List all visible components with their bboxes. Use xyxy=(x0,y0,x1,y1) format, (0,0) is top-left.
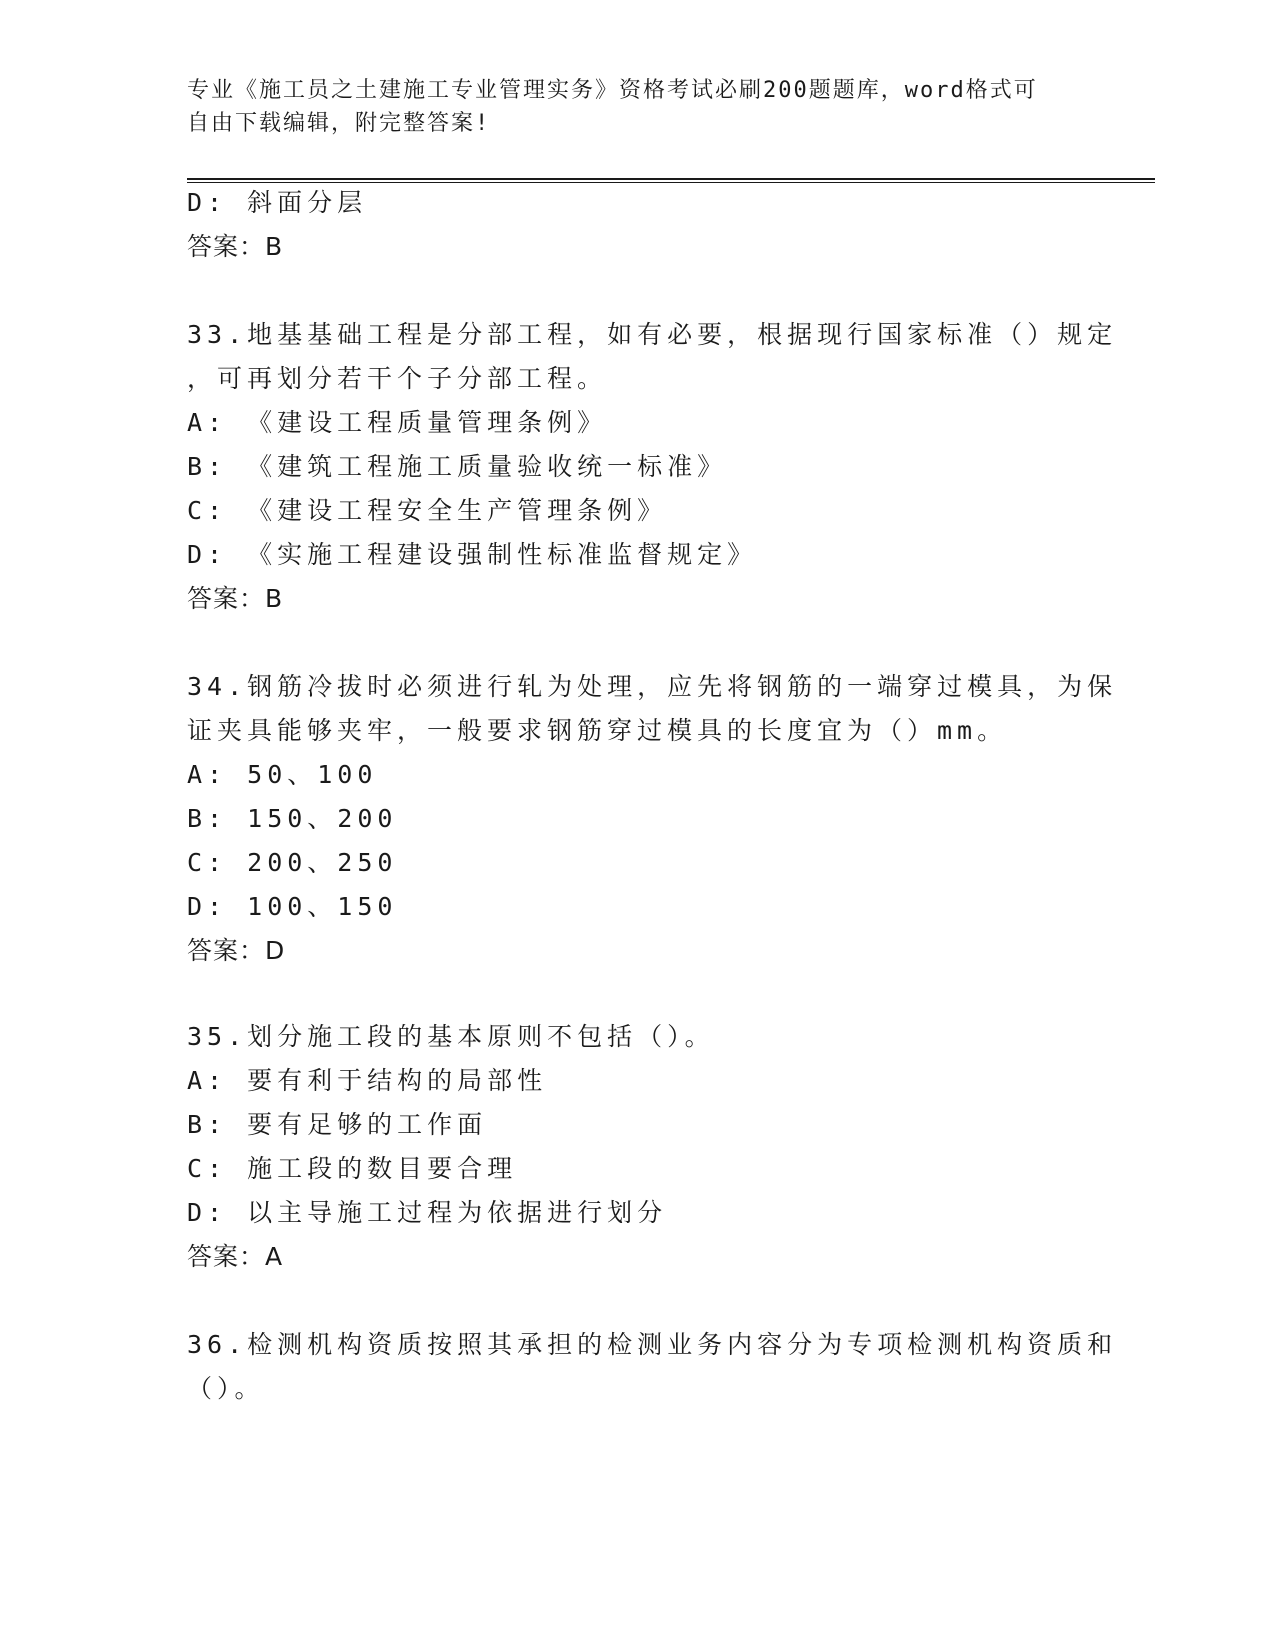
page-header xyxy=(187,74,1067,140)
q34-option-c: C: 200、250 xyxy=(187,848,398,877)
q35-option-b: B: 要有足够的工作面 xyxy=(187,1110,488,1139)
q34-option-a: A: 50、100 xyxy=(187,760,378,789)
prev-answer: 答案：B xyxy=(187,232,284,261)
q35-option-d: D: 以主导施工过程为依据进行划分 xyxy=(187,1198,668,1227)
prev-option-d: D: 斜面分层 xyxy=(187,188,368,217)
q36-stem-line-1: 36.检测机构资质按照其承担的检测业务内容分为专项检测机构资质和 xyxy=(187,1330,1118,1359)
header-title-line-2: 自由下载编辑，附完整答案! xyxy=(187,111,491,136)
q35-option-c: C: 施工段的数目要合理 xyxy=(187,1154,518,1183)
q33-option-b: B: 《建筑工程施工质量验收统一标准》 xyxy=(187,452,728,481)
q33-option-a: A: 《建设工程质量管理条例》 xyxy=(187,408,608,437)
header-title-line-1: 专业《施工员之土建施工专业管理实务》资格考试必刷200题题库，word格式可 xyxy=(187,78,1038,103)
q33-option-c: C: 《建设工程安全生产管理条例》 xyxy=(187,496,668,525)
q33-answer: 答案：B xyxy=(187,584,284,613)
q35-answer: 答案：A xyxy=(187,1242,284,1271)
q34-option-d: D: 100、150 xyxy=(187,892,398,921)
header-divider xyxy=(187,178,1155,183)
q35-stem-line-1: 35.划分施工段的基本原则不包括（）。 xyxy=(187,1022,715,1051)
q33-option-d: D: 《实施工程建设强制性标准监督规定》 xyxy=(187,540,758,569)
q35-option-a: A: 要有利于结构的局部性 xyxy=(187,1066,548,1095)
q36-stem-line-2: （）。 xyxy=(187,1374,265,1403)
q33-stem-line-1: 33.地基基础工程是分部工程，如有必要，根据现行国家标准（）规定 xyxy=(187,320,1118,349)
q34-stem-line-2: 证夹具能够夹牢，一般要求钢筋穿过模具的长度宜为（）mm。 xyxy=(187,716,1008,745)
q34-stem-line-1: 34.钢筋冷拔时必须进行轧为处理，应先将钢筋的一端穿过模具，为保 xyxy=(187,672,1118,701)
q33-stem-line-2: ，可再划分若干个子分部工程。 xyxy=(187,364,608,393)
q34-option-b: B: 150、200 xyxy=(187,804,398,833)
q34-answer: 答案：D xyxy=(187,936,286,965)
